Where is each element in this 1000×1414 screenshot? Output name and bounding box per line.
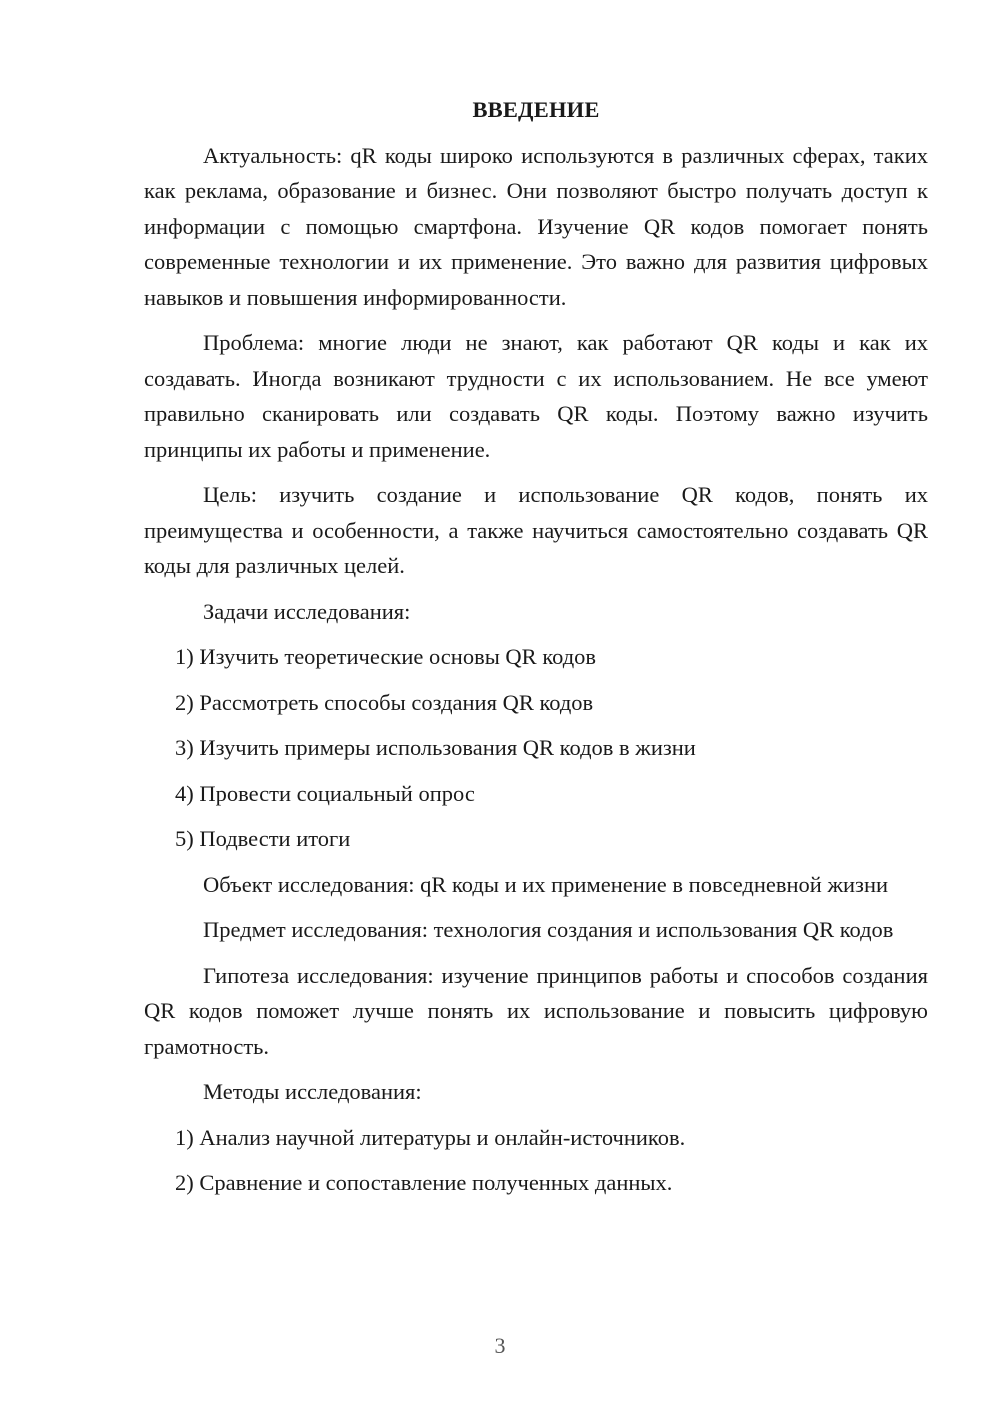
list-item-text: Сравнение и сопоставление полученных данных.	[199, 1170, 673, 1195]
list-item-number: 3)	[175, 735, 200, 760]
tasks-label: Задачи исследования:	[203, 598, 411, 624]
list-item	[144, 730, 928, 766]
list-item	[144, 1165, 928, 1201]
list-item-number: 1)	[175, 644, 200, 669]
methods-label: Методы исследования:	[203, 1079, 422, 1104]
list-item-text: Рассмотреть способы создания QR кодов	[199, 689, 594, 715]
methods-list	[144, 1120, 928, 1201]
list-item-text: Изучить теоретические основы QR кодов	[199, 644, 597, 669]
list-item	[144, 1120, 928, 1156]
list-item	[144, 639, 928, 675]
list-item-number: 4)	[175, 780, 200, 806]
paragraph-relevance: Актуальность: qR коды широко используются в различных сферах, таких как реклама, образование и бизнес. Они позволяют быстро получать доступ к информации с помощью смартфона. Изучение QR кодов помогает понять современные технологии и их применение. Это важно для развития цифровых навыков и повышения информированности.	[144, 142, 928, 310]
list-item-text: Подвести итоги	[199, 826, 351, 851]
paragraph-subject: Предмет исследования: технология создания и использования QR кодов	[203, 917, 894, 942]
list-item-text: Провести социальный опрос	[199, 780, 475, 806]
tasks-list	[144, 639, 928, 857]
list-item-number: 5)	[175, 826, 200, 851]
list-item-text: Изучить примеры использования QR кодов в жизни	[199, 735, 696, 760]
document-page	[144, 92, 928, 1211]
paragraph-goal: Цель: изучить создание и использование QR кодов, понять их преимущества и особенности, а также научиться самостоятельно создавать QR коды для различных целей.	[144, 482, 928, 578]
list-item-number: 1)	[175, 1124, 200, 1150]
paragraph-hypothesis: Гипотеза исследования: изучение принципов работы и способов создания QR кодов поможет лучше понять их использование и повысить цифровую грамотность.	[144, 962, 928, 1059]
list-item	[144, 821, 928, 857]
list-item	[144, 776, 928, 812]
paragraph-problem: Проблема: многие люди не знают, как работают QR коды и как их создавать. Иногда возникают трудности с их использованием. Не все умеют правильно сканировать или создавать QR коды. Поэтому важно изучить принципы их работы и применение.	[144, 330, 928, 462]
page-title: ВВЕДЕНИЕ	[472, 97, 600, 122]
list-item-number: 2)	[175, 1170, 200, 1195]
list-item-text: Анализ научной литературы и онлайн-источников.	[199, 1124, 686, 1150]
list-item	[144, 685, 928, 721]
paragraph-object: Объект исследования: qR коды и их применение в повседневной жизни	[203, 871, 889, 897]
list-item-number: 2)	[175, 689, 200, 715]
page-number: 3	[494, 1333, 506, 1358]
